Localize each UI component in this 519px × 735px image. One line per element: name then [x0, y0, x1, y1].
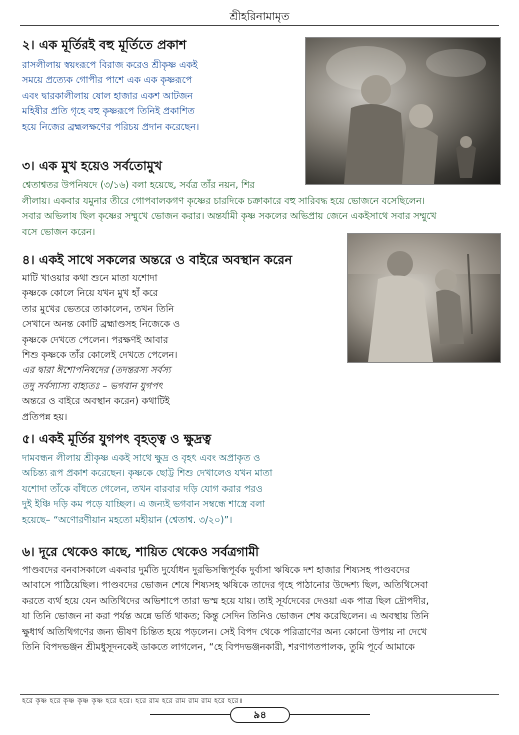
- body-line: দামবন্ধন লীলায় শ্রীকৃষ্ণ একই সাথে ক্ষুদ্র ও বৃহৎ এবং অপ্রাকৃত ও: [22, 453, 261, 464]
- body-line: দুই ইঞ্চি দড়ি কম পড়ে যাচ্ছিল। এ জন্যই ভগবান সম্বন্ধে শাস্ত্রে বলা: [22, 499, 265, 511]
- body-line: সেখানে অনন্ত কোটি ব্রহ্মাণ্ডসহ নিজেকে ও: [22, 319, 180, 331]
- body-line: আবাসে পাঠিয়েছিল। পাণ্ডবদের ভোজন শেষে শিষ্যসহ ঋষিকে তাদের গৃহে পাঠানোর উদ্দেশ্য ছিল, অতিথিসেবা: [22, 580, 428, 592]
- section-6-heading: ৬। দূরে থেকেও কাছে, শায়িত থেকেও সর্বত্রগামী: [22, 544, 259, 559]
- footer-rule: [20, 694, 499, 695]
- body-line: সবার অভিলাষ ছিল কৃষ্ণের সম্মুখে ভোজন করার। অন্তর্যামী কৃষ্ণ সকলের অভিপ্রায় জেনে একইসাথে সবার সম্মুখে: [22, 211, 437, 223]
- body-line: কৃষ্ণকে দেখতে পেলেন। পরক্ষণই আবার: [22, 334, 169, 346]
- footer-mahamantra: হরে কৃষ্ণ হরে কৃষ্ণ কৃষ্ণ কৃষ্ণ হরে হরে। হরে রাম হরে রাম রাম রাম হরে হরে॥: [22, 696, 243, 705]
- page-number-rule-left: [150, 714, 230, 715]
- body-line: তদু সর্বস্যাস্য বাহ্যতঃ – ভগবান যুগপৎ: [22, 380, 163, 392]
- illustration-radha-krishna: [305, 37, 501, 185]
- section-2-body: [22, 58, 300, 135]
- illustration-yashoda-krishna-art: [348, 234, 500, 362]
- body-line: বসে ভোজন করেন।: [22, 226, 96, 238]
- illustration-radha-krishna-art: [306, 38, 500, 184]
- body-line: এর দ্বারা ঈশোপনিষদের (তদন্তরস্য সর্বস্য: [22, 365, 171, 377]
- body-line: প্রতিপন্ন হয়।: [22, 411, 68, 423]
- body-line: সময়ে প্রত্যেক গোপীর পাশে এক এক কৃষ্ণরূপে: [22, 75, 192, 87]
- section-6-body: [22, 563, 499, 655]
- header-rule: [20, 25, 499, 26]
- body-line: তার মুখের ভেতরে তাকালেন, তখন তিনি: [22, 303, 174, 315]
- body-line: মাটি খাওয়ার কথা শুনে মাতা যশোদা: [22, 273, 158, 284]
- body-line: তিনি বিপদভঞ্জন শ্রীমধুসূদনকেই ডাকতে লাগলেন, “হে বিপদভঞ্জনকারী, শরণাগতপালক, তুমি পূর্বে আমাকে: [22, 642, 415, 654]
- body-line: রাসলীলায় স্বয়ংরূপে বিরাজ করেও শ্রীকৃষ্ণ একই: [22, 60, 198, 71]
- section-4-body: [22, 271, 340, 425]
- body-line: অন্তরে ও বাইরে অবস্থান করেন) কথাটিই: [22, 396, 170, 408]
- section-5-body: [22, 451, 368, 528]
- body-line: হয়েছে– “অণোরণীয়ান মহতো মহীয়ান (শ্বেতাশ্ব. ৩/২০)”।: [22, 514, 233, 526]
- body-line: অচিন্ত্য রূপ প্রকাশ করেছেন। কৃষ্ণকে ছোট্ট শিশু দেখালেও যখন মাতা: [22, 468, 273, 480]
- section-3-body-line-1: শ্বেতাশ্বতর উপনিষদে (৩/১৬) বলা হয়েছে, সর্বত্র তাঁর নয়ন, শির: [22, 180, 255, 191]
- body-line: এবং দ্বারকালীলায় ষোল হাজার একশ আটজন: [22, 90, 193, 102]
- section-3-body-rest: [22, 194, 499, 240]
- body-line: মহিষীর প্রতি গৃহে বহু কৃষ্ণরূপে তিনিই প্রকাশিত: [22, 106, 195, 118]
- section-3-heading: ৩। এক মুখ হয়েও সর্বতোমুখ: [22, 158, 162, 173]
- page-number: ৯৪: [253, 710, 267, 721]
- body-line: পাণ্ডবদের বনবাসকালে একবার দুর্মতি দুর্যোধন দুরভিসন্ধিপূর্বক দুর্বাসা ঋষিকে দশ হাজার শিষ্যসহ পাণ্ডবদের: [22, 565, 410, 576]
- page-number-rule-right: [290, 714, 370, 715]
- body-line: ক্ষুধার্থ অতিথিগণের জন্য ভীষণ চিন্তিত হয়ে পড়লেন। সেই বিপদ থেকে পরিত্রাণের অন্য কোনো উপায় না দেখে: [22, 626, 427, 638]
- body-line: যা তিনি ভোজন না করা পর্যন্ত অন্নে ভর্তি থাকত; কিন্তু সেদিন তিনিও ভোজন শেষ করেছিলেন। এ অবস্থায় তিনি: [22, 611, 429, 623]
- body-line: কৃষ্ণকে কোলে নিয়ে যখন মুখ হাঁ করে: [22, 288, 158, 300]
- body-line: করতে ব্যর্থ হয়ে যেন অতিথিদের অভিশাপে তারা ভস্ম হয়ে যায়। তাই সূর্যদেবের দেওয়া এক পাত্র ছিল দ্রৌপদীর,: [22, 595, 429, 607]
- body-line: লীলায়। একবার যমুনার তীরে গোপবালকগণ কৃষ্ণের চারদিকে চক্রাকারে বহু সারিবদ্ধ হয়ে ভোজনে বসেছিলেন।: [22, 196, 425, 207]
- body-line: যশোদা তাঁকে বাঁধতে গেলেন, তখন বারবার দড়ি যোগ করার পরও: [22, 483, 263, 495]
- section-5-heading: ৫। একই মূর্তির যুগপৎ বৃহত্ত্ব ও ক্ষুদ্রত্ব: [22, 431, 212, 446]
- body-line: শিশু কৃষ্ণকে তাঁর কোলেই দেখতে পেলেন।: [22, 350, 178, 362]
- section-2-heading: ২। এক মূর্তিরই বহু মূর্তিতে প্রকাশ: [22, 37, 187, 52]
- body-line: হয়ে নিজের ব্রহ্মলক্ষণের পরিচয় প্রদান করেছেন।: [22, 121, 200, 133]
- running-head: শ্রীহরিনামামৃত: [229, 10, 290, 23]
- illustration-yashoda-krishna: [347, 233, 501, 363]
- section-4-heading: ৪। একই সাথে সকলের অন্তরে ও বাইরে অবস্থান করেন: [22, 252, 293, 267]
